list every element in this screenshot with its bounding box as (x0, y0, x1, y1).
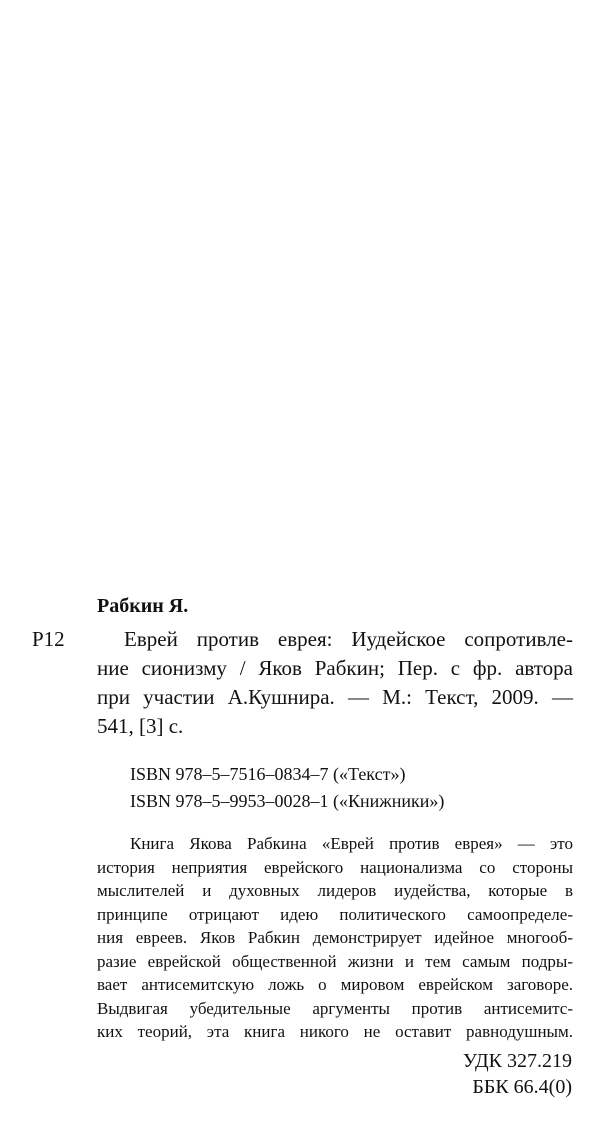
bibliographic-line: при участии А.Кушнира. — М.: Текст, 2009. — (97, 685, 573, 709)
annotation-line: принципе отрицают идею политического самоопределе- (97, 904, 573, 924)
annotation-line: разие еврейской общественной жизни и тем самым подры- (97, 951, 573, 971)
annotation-line: ния евреев. Яков Рабкин демонстрирует идейное многооб- (97, 928, 573, 947)
isbn-line: ISBN 978–5–7516–0834–7 («Текст») (130, 764, 406, 784)
isbn-list (130, 761, 444, 815)
annotation-line: ких теорий, эта книга никого не оставит равнодушным. (97, 1022, 573, 1041)
bibliographic-line: Еврей против еврея: Иудейское сопротивле- (124, 627, 573, 651)
udk-index: УДК 327.219 (462, 1050, 572, 1072)
bibliographic-line: ние сионизму / Яков Рабкин; Пер. с фр. автора (97, 656, 573, 680)
bibliographic-line: 541, [3] с. (97, 714, 184, 738)
annotation-line: Книга Якова Рабкина «Еврей против еврея» — это (130, 834, 573, 853)
author-heading: Рабкин Я. (97, 595, 189, 617)
annotation (97, 832, 573, 1044)
annotation-line: история неприятия еврейского национализма со стороны (97, 857, 573, 877)
annotation-line: Выдвигая убедительные аргументы против антисемитс- (97, 998, 573, 1018)
bibliographic-description (97, 625, 573, 741)
isbn-line: ISBN 978–5–9953–0028–1 («Книжники») (130, 791, 445, 811)
classification-indices (463, 1048, 572, 1100)
bbk-index: ББК 66.4(0) (472, 1076, 572, 1098)
annotation-line: мыслителей и духовных лидеров иудейства, которые в (97, 881, 573, 900)
annotation-line: вает антисемитскую ложь о мировом еврейском заговоре. (97, 975, 573, 994)
author-code: Р12 (32, 627, 65, 651)
